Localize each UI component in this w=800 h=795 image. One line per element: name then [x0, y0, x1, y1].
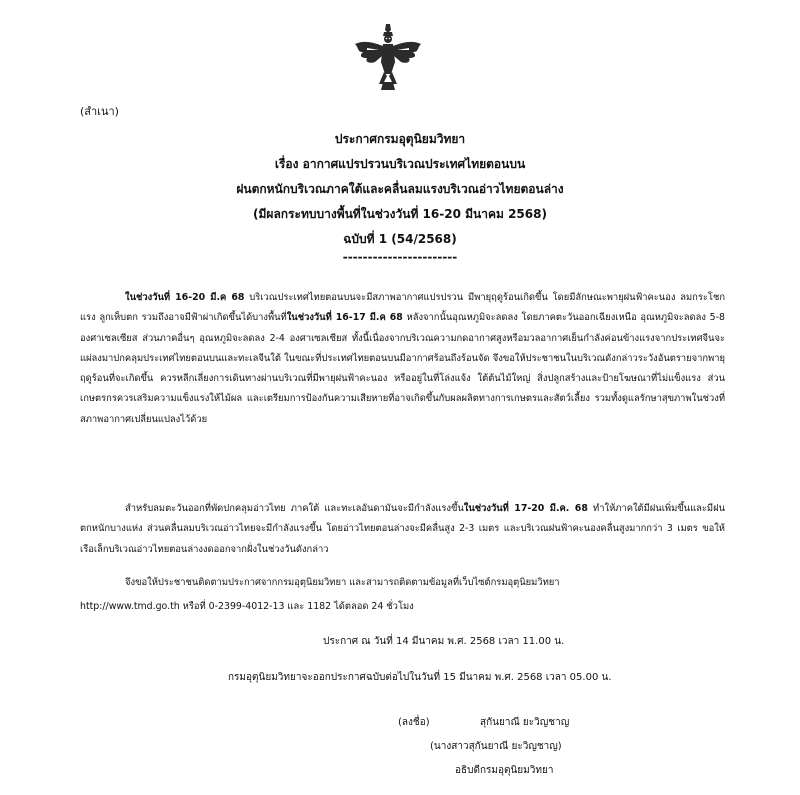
issue-number: ฉบับที่ 1 (54/2568) [343, 232, 457, 246]
paragraph-wind-waves [80, 499, 725, 560]
storm-period-highlight: ในช่วงวันที่ 16-17 มี.ค 68 [286, 312, 403, 324]
heading-separator: ----------------------- [342, 250, 458, 264]
wind-period-highlight: ในช่วงวันที่ 17-20 มี.ค. 68 [463, 503, 588, 514]
forecast-text-part1: บริเวณประเทศไทยตอนบนจะมีสภาพอากาศแปรปรวน มีพายุฤดูร้อนเกิดขึ้น โดยมีลักษณะพายุฝนฟ้าคะนอง ลมกระโชกแรง ลูกเห็บตก รวมถึงอาจมีฟ้าผ่าเกิดขึ้นได้บางพื้นที่ [80, 292, 725, 324]
signer-title: อธิบดีกรมอุตุนิยมวิทยา [455, 765, 554, 776]
paragraph-weather-forecast [80, 288, 725, 430]
announcement-subtitle: ฝนตกหนักบริเวณภาคใต้และคลื่นลมแรงบริเวณอ่าวไทยตอนล่าง [236, 182, 564, 196]
signature-label: (ลงชื่อ) [398, 717, 430, 728]
forecast-text-part2: หลังจากนั้นอุณหภูมิจะลดลง โดยภาคตะวันออกเฉียงเหนือ อุณหภูมิจะลดลง 5-8 องศาเซลเซียส ส่วนภาคอื่นๆ อุณหภูมิจะลดลง 2-4 องศาเซลเซียส ทั้งนี้เนื่องจากบริเวณความกดอากาศสูงหรือมวลอากาศเย็นกำลังค่อนข้างแรงจากประเทศจีนจะแผ่ลงมาปกคลุมประเทศไทยตอนบนและทะเลจีนใต้ ในขณะที่ประเทศไทยตอนบนมีอากาศร้อนถึงร้อนจัด จึงขอให้ประชาชนในบริเวณดังกล่าวระวังอันตรายจากพายุฤดูร้อนที่จะเกิดขึ้น ควรหลีกเลี่ยงการเดินทางผ่านบริเวณที่มีพายุฝนฟ้าคะนอง หรืออยู่ในที่โล่งแจ้ง ใต้ต้นไม้ใหญ่ สิ่งปลูกสร้างและป้ายโฆษณาที่ไม่แข็งแรง ส่วนเกษตรกรควรเสริมความแข็งแรงให้ไม้ผล และเตรียมการป้องกันความเสียหายที่อาจเกิดขึ้นกับผลผลิตทางการเกษตรและสัตว์เลี้ยง รวมทั้งดูแลรักษาสุขภาพในช่วงที่สภาพอากาศเปลี่ยนแปลงไว้ด้วย [80, 312, 725, 425]
impact-period: (มีผลกระทบบางพื้นที่ในช่วงวันที่ 16-20 มีนาคม 2568) [253, 207, 547, 221]
wind-text-part1: สำหรับลมตะวันออกที่พัดปกคลุมอ่าวไทย ภาคใต้ และทะเลอันดามันจะมีกำลังแรงขึ้น [125, 503, 464, 514]
signer-full-name: (นางสาวสุกันยาณี ยะวิญชาญ) [430, 741, 562, 752]
announcement-title: ประกาศกรมอุตุนิยมวิทยา [334, 132, 466, 146]
signature-name: สุกันยาณี ยะวิญชาญ [480, 717, 570, 728]
forecast-period-highlight: ในช่วงวันที่ 16-20 มี.ค 68 [125, 292, 245, 303]
announced-date: ประกาศ ณ วันที่ 14 มีนาคม พ.ศ. 2568 เวลา 11.00 น. [323, 636, 565, 647]
announcement-subject: เรื่อง อากาศแปรปรวนบริเวณประเทศไทยตอนบน [274, 157, 526, 171]
copy-label: (สำเนา) [80, 105, 119, 118]
wind-text-part2: ทำให้ภาคใต้มีฝนเพิ่มขึ้นและมีฝนตกหนักบางแห่ง ส่วนคลื่นลมบริเวณอ่าวไทยจะมีกำลังแรงขึ้น โดยอ่าวไทยตอนล่างจะมีคลื่นสูง 2-3 เมตร และบริเวณฝนฟ้าคะนองคลื่นสูงมากกว่า 3 เมตร ขอให้เรือเล็กบริเวณอ่าวไทยตอนล่างงดออกจากฝั่งในช่วงวันดังกล่าว [80, 503, 725, 555]
garuda-emblem-icon [353, 22, 423, 92]
next-issue-notice: กรมอุตุนิยมวิทยาจะออกประกาศฉบับต่อไปในวันที่ 15 มีนาคม พ.ศ. 2568 เวลา 05.00 น. [228, 672, 612, 683]
contact-info-line: http://www.tmd.go.th หรือที่ 0-2399-4012-13 และ 1182 ได้ตลอด 24 ชั่วโมง [80, 601, 414, 612]
paragraph-follow-updates: จึงขอให้ประชาชนติดตามประกาศจากกรมอุตุนิยมวิทยา และสามารถติดตามข้อมูลที่เว็บไซต์กรมอุตุนิยมวิทยา [125, 577, 560, 588]
